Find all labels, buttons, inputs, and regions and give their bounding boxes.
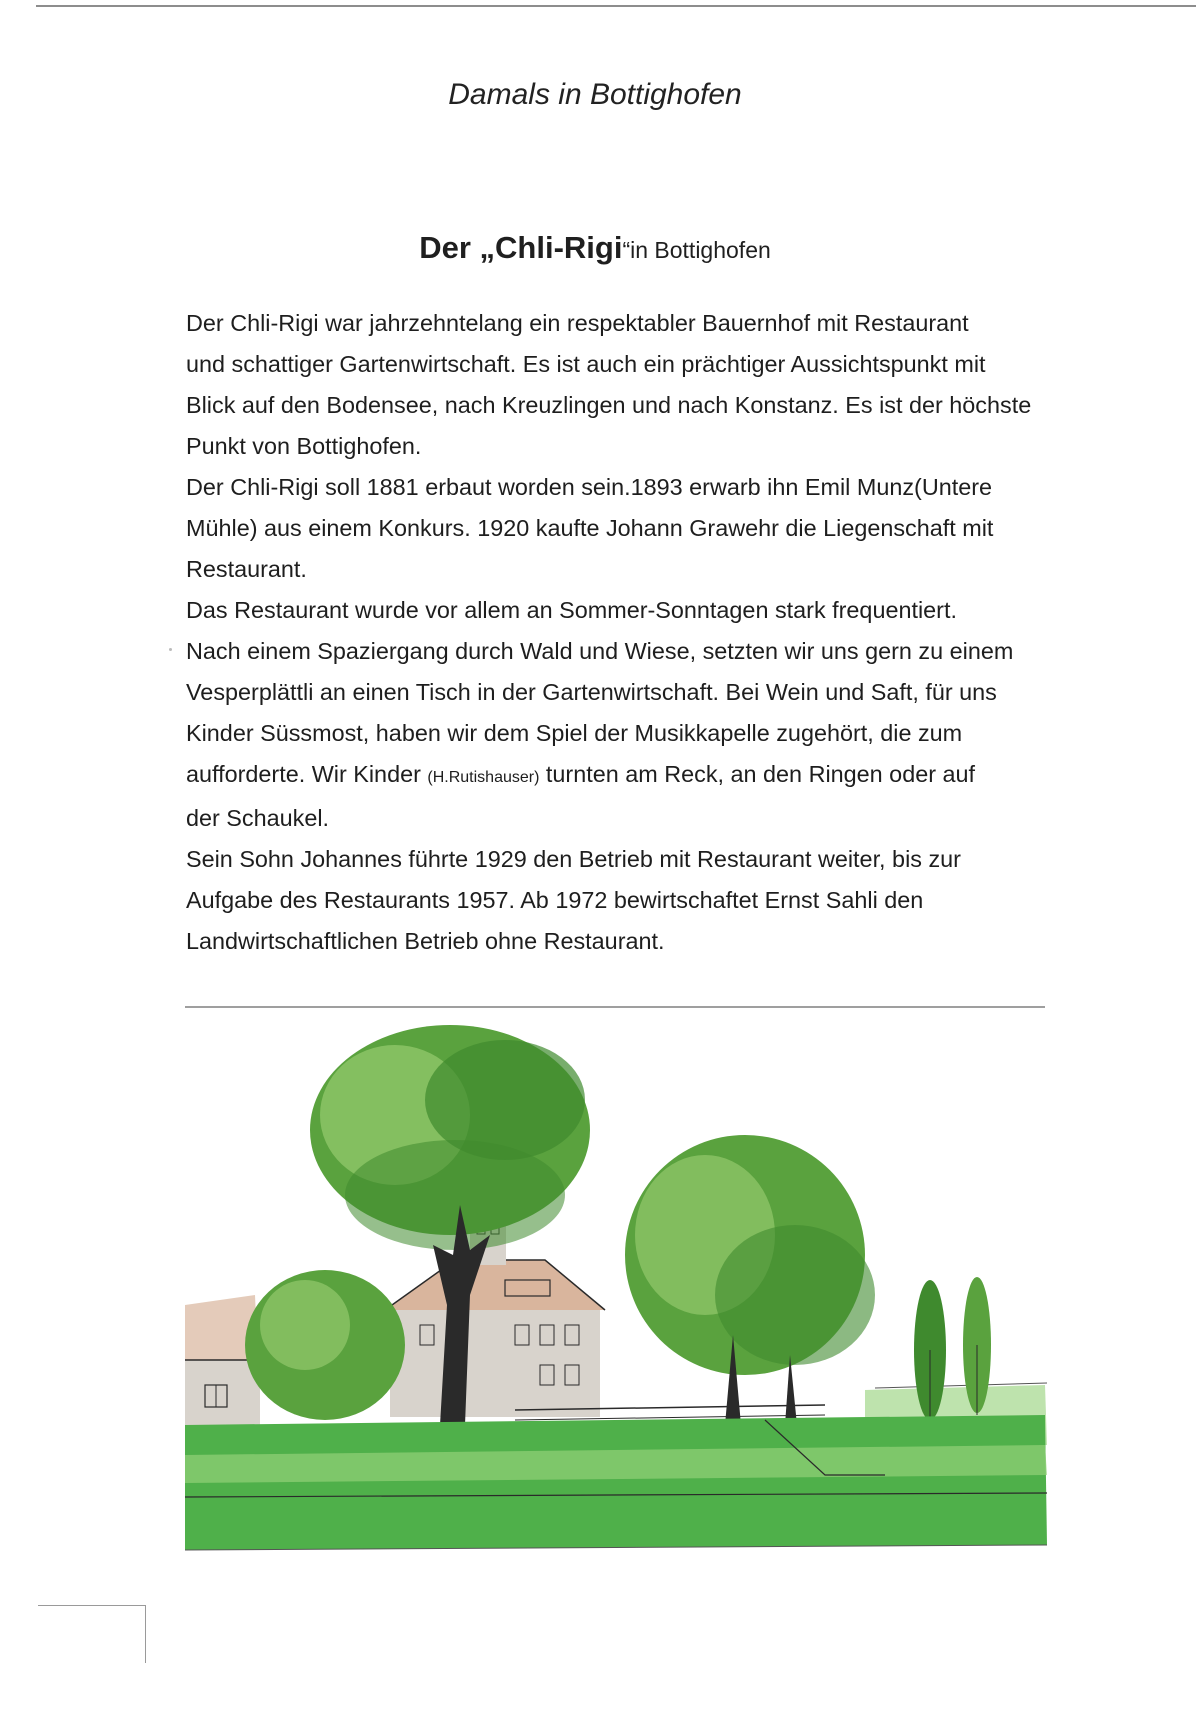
body-line: Vesperplättli an einen Tisch in der Gartenwirtschaft. Bei Wein und Saft, für uns xyxy=(186,679,997,705)
scan-corner-mark xyxy=(38,1605,146,1606)
body-line: Landwirtschaftlichen Betrieb ohne Restaurant. xyxy=(186,928,665,954)
headline-suffix: in Bottighofen xyxy=(630,237,771,263)
body-line: Mühle) aus einem Konkurs. 1920 kaufte Johann Grawehr die Liegenschaft mit xyxy=(186,515,994,541)
house-roof xyxy=(385,1260,605,1310)
body-line-with-note xyxy=(186,754,1146,798)
body-line: Der Chli-Rigi soll 1881 erbaut worden sein.1893 erwarb ihn Emil Munz(Untere xyxy=(186,474,993,500)
body-line: Blick auf den Bodensee, nach Kreuzlingen und nach Konstanz. Es ist der höchste xyxy=(186,392,1032,418)
scan-top-edge xyxy=(36,5,1196,7)
article-body xyxy=(186,303,1146,962)
page-title xyxy=(0,230,1190,266)
body-line: Sein Sohn Johannes führte 1929 den Betrieb mit Restaurant weiter, bis zur xyxy=(186,846,961,872)
left-bush xyxy=(245,1270,405,1420)
headline-quote-close: “ xyxy=(622,237,631,263)
body-line: Kinder Süssmost, haben wir dem Spiel der Musikkapelle zugehört, die zum xyxy=(186,720,963,746)
tree-crown-lower xyxy=(345,1140,565,1250)
body-line: Der Chli-Rigi war jahrzehntelang ein respektabler Bauernhof mit Restaurant xyxy=(186,310,969,336)
house-wall xyxy=(390,1307,600,1417)
tree-crown-shadow xyxy=(715,1225,875,1365)
farmhouse-drawing xyxy=(185,1005,1055,1560)
body-line-after-note: turnten am Reck, an den Ringen oder auf xyxy=(539,761,976,787)
headline-prefix: Der „ xyxy=(419,230,496,265)
body-line: Das Restaurant wurde vor allem an Sommer-Sonntagen stark frequentiert. xyxy=(186,597,957,623)
body-line: Aufgabe des Restaurants 1957. Ab 1972 bewirtschaftet Ernst Sahli den xyxy=(186,887,924,913)
scan-corner-mark xyxy=(145,1605,146,1663)
body-line-before-note: aufforderte. Wir Kinder xyxy=(186,761,428,787)
body-line: und schattiger Gartenwirtschaft. Es ist auch ein prächtiger Aussichtspunkt mit xyxy=(186,351,986,377)
body-line: Punkt von Bottighofen. xyxy=(186,433,422,459)
series-title: Damals in Bottighofen xyxy=(448,78,742,111)
headline-name: Chli-Rigi xyxy=(495,230,623,265)
body-line: Restaurant. xyxy=(186,556,307,582)
bush-highlight xyxy=(260,1280,350,1370)
right-tree-group xyxy=(625,1135,875,1425)
author-note: (H.Rutishauser) xyxy=(427,769,540,786)
body-line: der Schaukel. xyxy=(186,805,330,831)
lawn xyxy=(185,1415,1047,1550)
scan-speck xyxy=(169,648,172,651)
body-line: Nach einem Spaziergang durch Wald und Wiese, setzten wir uns gern zu einem xyxy=(186,638,1014,664)
